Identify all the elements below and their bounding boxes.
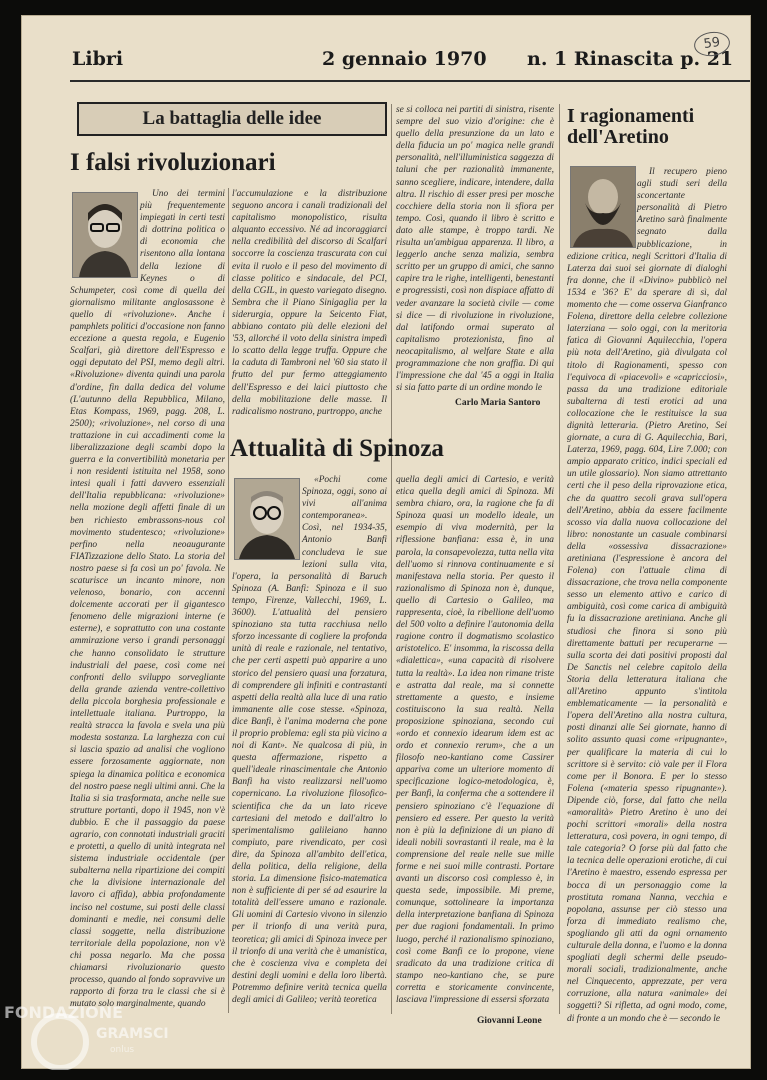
article1-text: Uno dei termini più frequentemente impiegati in certi testi di dottrina politica o di economia che risentono alla lontana della lezione di Keynes o di Schumpeter, così come di quella dei giornalismo militante anglosassone è quello di «rivoluzione». Anche i pamphlets politici d'occasione non fanno eccezione a questa regola, e Eugenio Scalfari, già direttore dell'Espresso e oggi deputato del PSI, memo degli altri. «Rivoluzione» diventa quindi una parola d'ordine, fin dalla dedica del volume (L'autunno della Repubblica, Milano, Etas Kompass, 1969, pagg. 208, L. 2500); «rivoluzione», nel corso di una trattazione in cui accadimenti come la liberalizzazione degli scambi dopo la guerra e la convertibilità monetaria per i non residenti istituita nel 1958, sono intesi quali i fatti davvero essenziali dell'Italia repubblicana: «rivoluzione» nella mozione degli affetti finale di un ben richiesto embrassons-nous col movimento studentesco; «rivoluzione» perfino nella neoaugurante FIATizzazione dello Stato. La storia del nostro paese si fa così un po' favola. Ne scaturisce un incanto minore, non velenoso, bonario, con accenni dolcemente accorati per il gigantesco fenomeno delle migrazioni interne (e esterne), e soprattutto con una costante ammirazione verso i grandi personaggi che hanno consolidato le strutture industriali del paese, così come nei confronti dello sviluppo sorvegliante della grande azienda ventre-collettivo della piccola borghesia professionale e intellettuale italiana. Purtroppo, la realtà stracca la favola e svela una più modesta sostanza. La larghezza con cui si lascia spazio ad analisi che vogliono essere forzosamente aggiornate, non spiega la dinamica politica e economica del nostro paese negli ultimi anni. Che la Italia si sia trasformata, anche nelle sue strutture portanti, dopo il 1945, non v'è dubbio. E che il passaggio da paese agrario, con connotati industriali graciti e protetti, a quello di unità integrata nel sistema industriale occidentale (per subalterna nella ripartizione dei compiti che la divisione internazionale del lavoro ci affida), abbia profondamente inciso nel costume, sui posti delle classi dominanti e medie, nei consumi delle classi soggette, nella distribuzione territoriale della popolazione, non v'è chi possa negarlo. Ma che possa chiamarsi rivoluzionario questo processo, quando al fondo sopravvive un rapporto di forza tra le classi che si è mutato solo marginalmente, quando xyxy=(70,189,225,1010)
article1-text-continued: se si colloca nei partiti di sinistra, risente sempre del suo vizio d'origine: che è quello della presunzione da un lato e della fiducia un po' magica nelle grandi personalità, nell'illuministica saggezza di taluni che per razionalità immanente, sanno scegliere, indicare, intendere, dalla altra. Il rischio di esser presi per mosche cocchiere della storia non li sfiora per tempo. Così, quando il libro è scritto e dato alle stampe, è troppo tardi. Ne risulta un'ambigua apparenza. Il libro, a leggerlo anche senza malizia, sembra scritto per un gruppo di amici, che sanno capire tra le righe, intelligenti, benestanti e progressisti, così non dispiace affatto di veder avanzare la società civile — come si dice — di rivoluzione in rivoluzione, dal latifondo ormai superato al capitalismo protezionista, fino al neocapitalismo, al welfare State e alla programmazione che non graffia. Di qui l'impressione che dal '45 a oggi in Italia si sia fatto parte di un ordine mondo le xyxy=(396,105,554,394)
article1-text-column-2 xyxy=(232,188,387,423)
article1-text-column xyxy=(70,188,225,1013)
article1-text-continued: l'accumulazione e la distribuzione seguono ancora i canali tradizionali del capitalismo monopolistico, risulta alquanto eccessivo. Né ad incoraggiarci nella credibilità del discorso di Scalfari soccorre la coscienza trascurata con cui evita il ruolo e il peso del movimento di classe politico e sindacale, del PCI, della CGIL, in questo variegato disegno. Sembra che il Piano Sinigaglia per la siderurgia, oppure la Seicento Fiat, abbiano contato più delle elezioni del '53, allorché il voto della sinistra impedì lo scatto della legge truffa. Oppure che la caduta di Tambroni nel '60 sia stato il frutto del pur fermo atteggiamento dell'Espresso e dei laici piuttosto che della mobilitazione delle masse. Il radicalismo nostrano, purtroppo, anche xyxy=(232,189,387,417)
foundation-watermark-logo xyxy=(0,990,200,1070)
article2-text: «Pochi come Spinoza, oggi, sono ai vivi all'anima contemporanea». Così, nel 1934-35, Antonio Banfi concludeva le sue lezioni sulla vita, l'opera, la personalità di Baruch Spinoza (A. Banfi: Spinoza e il suo tempo, Firenze, Vallecchi, 1969, L. 3600). L'attualità del pensiero spinoziano sta tutta racchiusa nello sforzo incessante di cogliere la profonda unità di reale e razionale, nel tentativo, che per certi aspetti può apparire a uno storico del pensiero quasi una forzatura, di comprendere gli infiniti e contrastanti aspetti della realtà alla luce di una ratio immanente alle cose stesse. «Spinoza, dice Banfi, è l'anima moderna che pone il proprio problema: egli sta più vicino a noi di Kant». Ne qualcosa di più, in questa affermazione, rispetto a quell'ideale rinascimentale che Antonio Banfi ha visto realizzarsi nell'uomo copernicano. La rivoluzione filosofico-scientifica che da un lato riceve cartesiani del metodo e dall'altro lo sperimentalismo galileiano hanno compiuto, pare rivendicato, per così dire, da Spinoza all'ambito dell'etica, della politica, della religione, della storia. La dimensione fisico-matematica non è sufficiente di per sé ad esaurire la totalità dell'essere umano e razionale. Gli uomini di Cartesio vivono in silenzio per il trionfo di una verità pura, teoretica; gli amici di Spinoza invece per il trionfo di una verità che è umanistica, che è coscienza viva e completa dei destini degli uomini e della loro libertà. Potremmo definire verità tecnica quella degli amici di Galileo; verità teoretica xyxy=(232,475,387,1006)
header-section: Libri xyxy=(72,48,124,70)
article3-title: I ragionamenti dell'Aretino xyxy=(567,105,695,148)
article2-title: Attualità di Spinoza xyxy=(230,435,444,462)
column-divider xyxy=(228,188,229,1013)
article3-text-column xyxy=(567,166,727,1026)
article3-text: Il recupero pieno agli studi seri della sconcertante personalità di Pietro Aretino sarà finalmente segnato dalla pubblicazione, in edizione critica, negli Scrittori d'Italia di Laterza dai suoi sei giornate di dialoghi fra donne, che il «Divino» pubblicò nel 1534 e '36? E' da sperare di sì, dal momento che — come osserva Gianfranco Folena, direttore della celebre collezione laterziana — solo oggi, con la meritoria fatica di Giovanni Aquilecchia, l'opera più nota dell'Aretino, già divulgata col titolo di Ragionamenti, spesso con l'equivoca di «piacevoli» e «capricciosi», passa da una tradizione editoriale subalterna di testi erotici ad una collocazione che le restituisce la sua dignità letteraria. (Pietro Aretino, Sei giornate, a cura di G. Aquilecchia, Bari, Laterza, 1969, pagg. 604, Lire 7.000; con ampio apparato critico, indici speciali ed un utile glossario). Non siamo attrettanto certi che il peso della riprovazione etica, che da quattro secoli grava sull'opera dell'Aretino, abbia da essere facilmente scosso via dalla nuova collocazione del libro: nonostante un casuale combinarsi della «ossessiva dissacrazione» aretiniana (l'espressione è ancora del Folena) con l'attuale clima di dissacrazione, che trova nella componente sesso un elemento attivo e carico di ambiguità, così come carica di ambiguità fu la dissacrazione aretiniana. Anche gli studiosi che finora si sono più direttamente battuti per recuperarne — sulla scorta dei dati positivi proposti dal De Sanctis nel celebre capitolo della Storia della letteratura italiana che all'Aretino appunto s'intitola emblematicamente — la personalità e l'opera dell'Aretino alla nostra cultura, posti dinanzi alle Sei giornate, hanno di solito assunto quasi come «ripugnante», per qualificare la materia di cui lo scrittore si è servito: ciò vale per il Flora come per il Bonora. E per lo stesso Folena («materia spesso ripugnante»). Dipende ciò, forse, dal fatto che nella «amoralità» Pietro Aretino è uno dei pochi scrittori «morali» della nostra letteratura, così povera, in ogni tempo, di tale categoria? O forse più dal fatto che la tecnica delle operazioni erotiche, di cui l'Aretino è maestro, essendo espressa per bocca di un personaggio come la prostituta romana Nanna, vecchia e popolana, assunse per ciò stesso una forza di immediato realismo che, spogliando gli atti da ogni ornamento culturale della donna, e l'uomo e la donna spogliati degli schermi delle pseudo-morali sociali, tradizionalmente, anche nel Cinquecento, apprezzate, per vera corruzione, alla natura «animale» dei soggetti? Si rifletta, ad ogni modo, come, di fronte a un mondo che è — secondo le xyxy=(567,167,727,1024)
column-divider xyxy=(391,104,392,1014)
article2-text-column xyxy=(232,474,387,1009)
header-rule xyxy=(70,80,750,82)
header-issue: n. 1 Rinascita p. 21 xyxy=(527,48,734,70)
svg-text:FONDAZIONE: FONDAZIONE xyxy=(4,1003,124,1022)
article2-text-column-2 xyxy=(396,474,554,1009)
header-date: 2 gennaio 1970 xyxy=(322,48,487,70)
handwritten-page-number: 59 xyxy=(693,30,732,59)
svg-text:onlus: onlus xyxy=(110,1045,135,1055)
article2-signature: Giovanni Leone xyxy=(477,1016,542,1026)
article2-text-continued: quella degli amici di Cartesio, e verità etica quella degli amici di Spinoza. Mi sembra chiaro, ora, la ragione che fa di Spinoza quasi un modello ideale, un esempio di viva modernità, per la riflessione banfiana: essa è, in una parola, la consapevolezza, tutta nella vita dell'uomo si rinnova continuamente e si manifestava nella storia. Per questo il razionalismo di Spinoza non è, dunque, quello di Cartesio o Galileo, ma rappresenta, cioè, la ribellione dell'uomo del 500 volto a definire l'autonomia della ragione contro il dogmatismo scolastico aristotelico. E' insomma, la riscossa della «dialettica», «una capacità di risolvere tutta la realtà». La idea non rimane triste e astratta dal reale, ma si connette strettamente a questo, e insieme costituiscono la sua realtà. Nella proposizione spinoziana, secondo cui «ordo et connexio idearum idem est ac ordo et connexio rerum», che a un filosofo neo-kantiano come Cassirer appariva come un ulteriore momento di specificazione logico-metodologica, è, per Banfi, la conferma che a sottendere il pensiero spinoziano c'è l'equazione di pensiero ed essere. Per questo la verità non è più la definizione di un piano di ideali nobili sovrastanti il reale, ma è la comprensione del reale nelle sue mille forme e nei suoi mille contrasti. Portare avanti un discorso così complesso è, in questa sede, impossibile. Mi preme, comunque, sottolineare la importanza della interpretazione banfiana di Spinoza per due ragioni fondamentali. In primo luogo, perché il razionalismo spinoziano, così come Banfi ce lo propone, viene sradicato da una tradizione critica di stampo neo-kantiano che, se pure corretta e storicamente convincente, lasciava l'impressione di essersi sforzata xyxy=(396,475,554,1006)
section-box: La battaglia delle idee xyxy=(77,102,387,136)
newspaper-page xyxy=(22,16,750,1068)
svg-text:GRAMSCI: GRAMSCI xyxy=(96,1026,169,1042)
article1-text-column-3 xyxy=(396,104,554,394)
column-divider xyxy=(559,104,560,1014)
article1-signature: Carlo Maria Santoro xyxy=(455,398,541,408)
article1-title: I falsi rivoluzionari xyxy=(70,149,276,176)
